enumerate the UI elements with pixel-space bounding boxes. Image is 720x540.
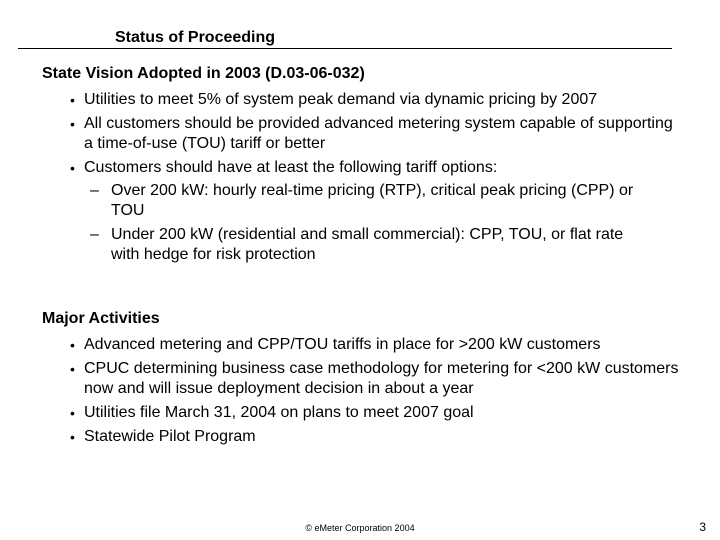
tariff-options-sub-list [84,181,684,265]
footer-copyright: © eMeter Corporation 2004 [305,523,415,533]
bullet-icon: • [70,361,75,377]
dash-icon: – [90,182,99,199]
dash-icon: – [90,226,99,243]
bullet-text: CPUC determining business case methodology for metering for <200 kW customers now and will issue deployment decision in about a year [84,360,679,397]
section-heading-state-vision: State Vision Adopted in 2003 (D.03-06-032) [42,65,365,82]
bullet-icon: • [70,405,75,421]
bullet-icon: • [70,160,75,176]
sub-bullet-item [0,181,651,221]
section-heading-major-activities: Major Activities [42,310,160,327]
bullet-item [0,427,684,447]
bullet-item [0,114,684,154]
title-underline [18,48,672,49]
bullet-icon: • [70,92,75,108]
bullet-text: Statewide Pilot Program [84,428,256,445]
bullet-text: Customers should have at least the following tariff options: [84,159,498,176]
state-vision-bullet-list [0,90,720,269]
slide-title: Status of Proceeding [115,29,276,46]
bullet-text: Advanced metering and CPP/TOU tariffs in place for >200 kW customers [84,336,601,353]
bullet-item [0,335,684,355]
bullet-item [0,359,684,399]
sub-bullet-text: Over 200 kW: hourly real-time pricing (RTP), critical peak pricing (CPP) or TOU [111,182,634,219]
bullet-item [0,403,684,423]
bullet-text: Utilities to meet 5% of system peak demand via dynamic pricing by 2007 [84,91,598,108]
sub-bullet-text: Under 200 kW (residential and small commercial): CPP, TOU, or flat rate with hedge for risk protection [111,226,624,263]
bullet-icon: • [70,116,75,132]
bullet-text: Utilities file March 31, 2004 on plans to meet 2007 goal [84,404,474,421]
bullet-item [0,158,684,265]
sub-bullet-item [0,225,651,265]
bullet-icon: • [70,429,75,445]
major-activities-bullet-list [0,335,720,451]
page-number: 3 [699,520,706,534]
bullet-text: All customers should be provided advanced metering system capable of supporting a time-of-use (TOU) tariff or better [84,115,673,152]
bullet-icon: • [70,337,75,353]
bullet-item [0,90,684,110]
